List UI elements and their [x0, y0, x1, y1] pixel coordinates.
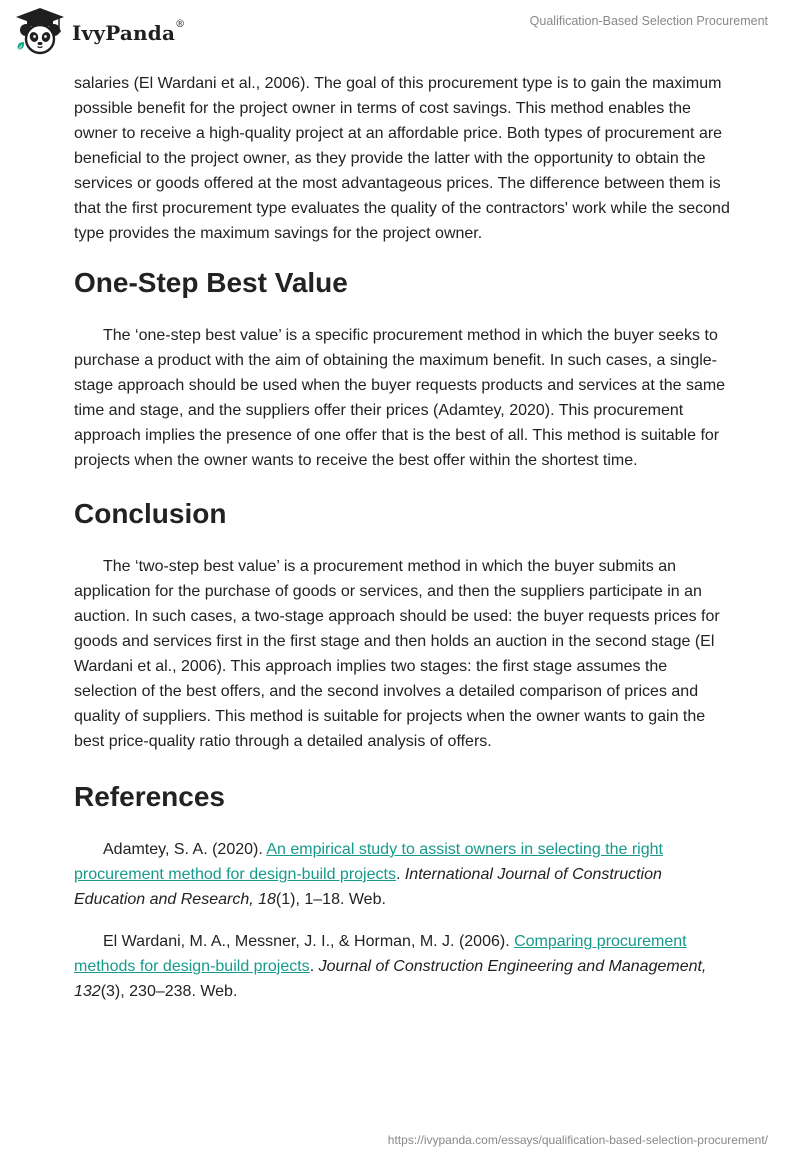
page-header — [0, 0, 800, 66]
reference-link[interactable]: Comparing procurement methods for design-build projects — [74, 933, 687, 975]
brand-name-text: IvyPanda — [72, 21, 176, 45]
reference-item — [74, 929, 734, 1004]
reference-journal: International Journal of Construction Education and Research, 18 — [74, 866, 662, 908]
section-heading-conclusion: Conclusion — [74, 498, 227, 529]
reference-separator: . — [309, 958, 319, 975]
section-heading-one-step: One-Step Best Value — [74, 267, 348, 298]
essay-content — [74, 71, 734, 1021]
registered-mark: ® — [175, 19, 186, 30]
reference-details: (1), 1–18. Web. — [275, 891, 386, 908]
reference-item — [74, 837, 734, 912]
intro-paragraph: salaries (El Wardani et al., 2006). The goal of this procurement type is to gain the maximum possible benefit for the project owner in terms of cost savings. This method enables the owner to receive a high-quality project at an affordable price. Both types of procurement are beneficial to the project owner, as they provide the latter with the opportunity to obtain the services or goods offered at the most advantageous prices. The difference between them is that the first procurement type evaluates the quality of the contractors' work while the second type provides the maximum savings for the project owner. — [74, 75, 730, 242]
reference-separator: . — [395, 866, 405, 883]
reference-authors: El Wardani, M. A., Messner, J. I., & Horman, M. J. (2006). — [103, 933, 515, 950]
references-heading: References — [74, 781, 225, 812]
reference-link[interactable]: An empirical study to assist owners in selecting the right procurement method for design-build projects — [74, 841, 663, 883]
section-paragraph-one-step: The ‘one-step best value’ is a specific procurement method in which the buyer seeks to purchase a product with the aim of obtaining the maximum benefit. In such cases, a single-stage approach should be used when the buyer requests products and services at the same time and stage, and the suppliers offer their prices (Adamtey, 2020). This procurement approach implies the presence of one offer that is the best of all. This method is suitable for projects when the owner wants to receive the best offer within the shortest time. — [74, 327, 726, 469]
reference-journal: Journal of Construction Engineering and Management, 132 — [74, 958, 707, 1000]
section-paragraph-conclusion: The ‘two-step best value’ is a procurement method in which the buyer submits an application for the purchase of goods or services, and then the suppliers participate in an auction. In such cases, a two-stage approach should be used: the buyer requests prices for goods and services first in the first stage and then holds an auction in the second stage (El Wardani et al., 2006). This approach implies two stages: the first stage assumes the selection of the best offers, and the second involves a detailed comparison of prices and quality of suppliers. This method is suitable for projects when the owner wants to gain the best price-quality ratio through a detailed analysis of offers. — [74, 558, 720, 750]
reference-authors: Adamtey, S. A. (2020). — [103, 841, 267, 858]
footer-url[interactable]: https://ivypanda.com/essays/qualification-based-selection-procurement/ — [387, 1133, 768, 1147]
brand-logo[interactable] — [14, 6, 185, 56]
reference-details: (3), 230–238. Web. — [100, 983, 238, 1000]
brand-name — [72, 21, 185, 45]
document-title: Qualification-Based Selection Procurement — [529, 14, 768, 28]
panda-graduate-icon — [14, 6, 66, 56]
